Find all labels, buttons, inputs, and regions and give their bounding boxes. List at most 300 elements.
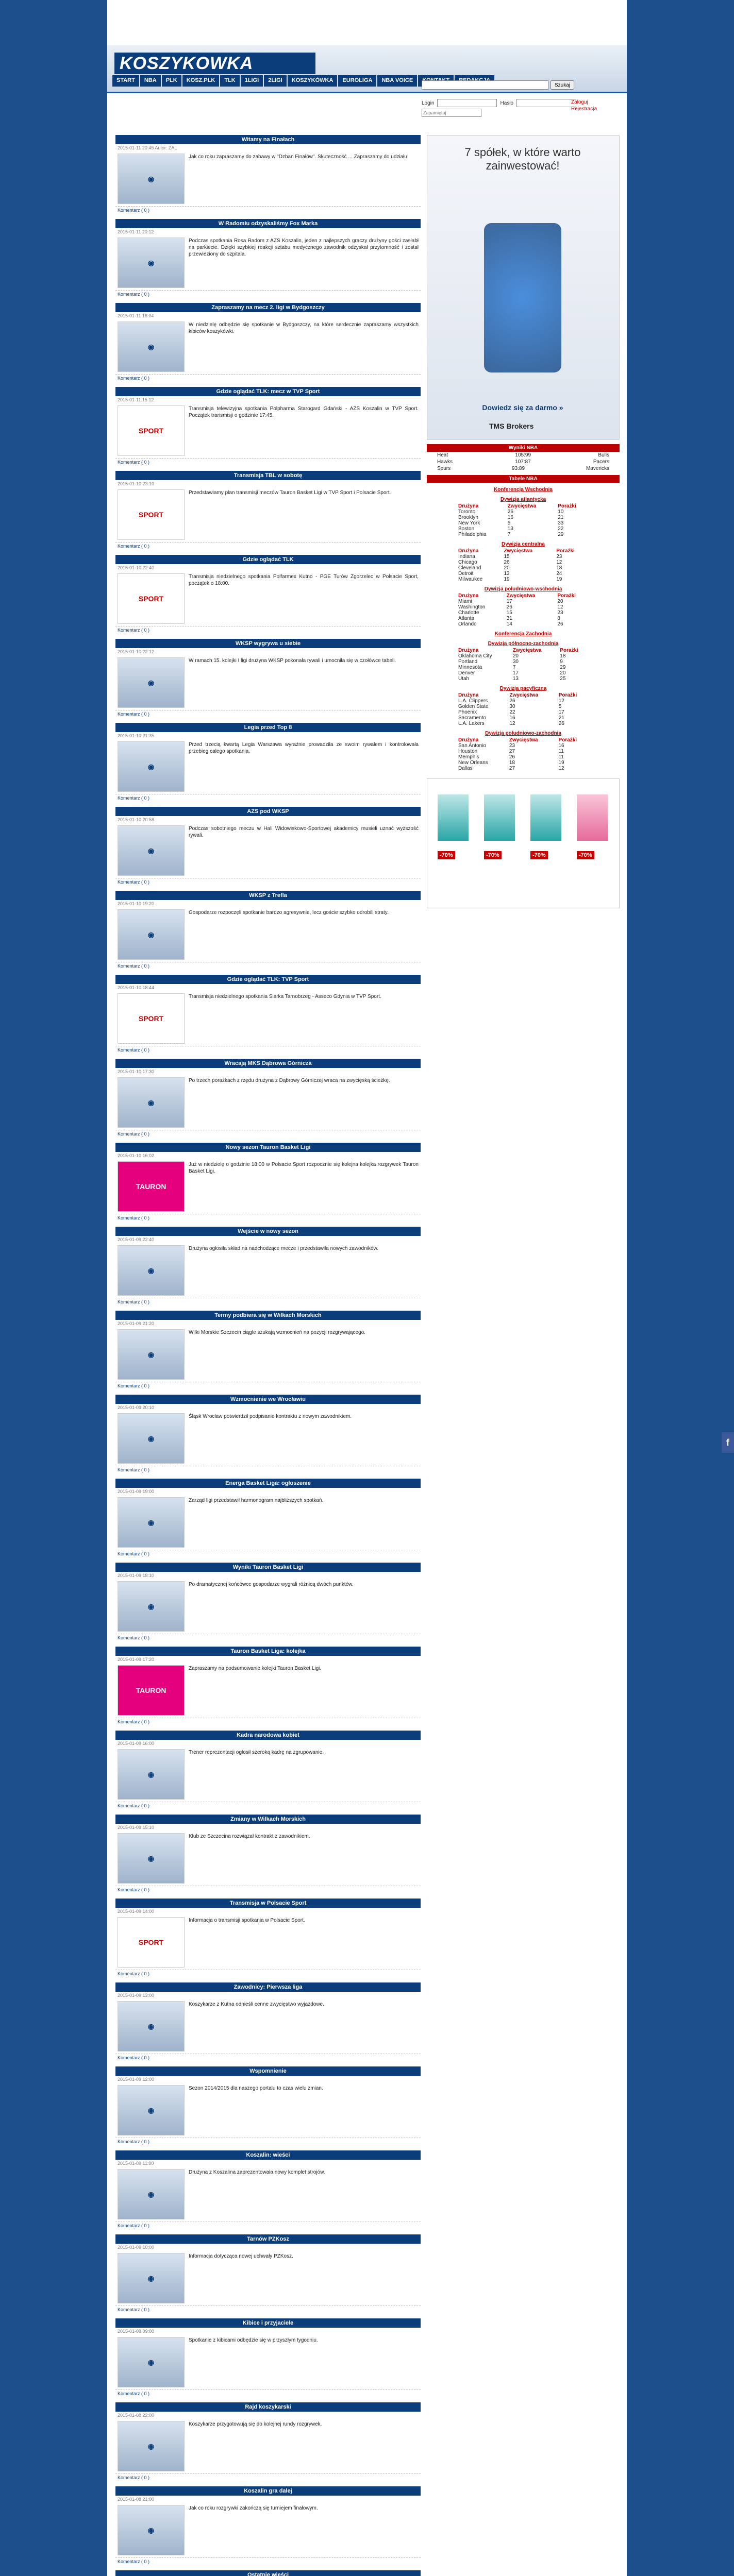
article-thumbnail[interactable] [118, 1329, 185, 1380]
article [115, 2150, 421, 2229]
comments-link[interactable]: Komentarz ( 0 ) [118, 2475, 150, 2480]
table-row [456, 653, 590, 659]
article [115, 1815, 421, 1893]
article-text: Jak co roku zapraszamy do zabawy w "Dzban Finałów". Skuteczność ... Zapraszamy do udziału! [189, 154, 409, 160]
article-title[interactable]: Kibice i przyjaciele [115, 2318, 421, 2328]
table-cell: 17 [558, 709, 564, 715]
table-cell: 8 [557, 616, 560, 621]
table-row [456, 721, 590, 726]
table-cell: 25 [560, 676, 566, 682]
ad-headline: 7 spółek, w które warto zainwestować! [464, 146, 581, 172]
article-thumbnail[interactable] [118, 405, 185, 456]
comments-link[interactable]: Komentarz ( 0 ) [118, 2307, 150, 2312]
article-thumbnail[interactable] [118, 825, 185, 876]
article-thumbnail[interactable] [118, 2169, 185, 2219]
nav-item[interactable]: START [112, 75, 139, 87]
comments-link[interactable]: Komentarz ( 0 ) [118, 1551, 150, 1556]
table-cell: 12 [509, 721, 515, 726]
nav-item[interactable]: TLK [220, 75, 239, 87]
column-header: Porażki [558, 737, 577, 743]
sport-logo-icon: SPORT [138, 511, 164, 519]
ticker-cell: Heat [437, 452, 448, 458]
article-text: Śląsk Wrocław potwierdził podpisanie kontraktu z nowym zawodnikiem. [189, 1414, 352, 1419]
comments-link[interactable]: Komentarz ( 0 ) [118, 1635, 150, 1640]
table-cell: 27 [509, 766, 515, 771]
nav-item[interactable]: KOSZ.PLK [182, 75, 220, 87]
photo-icon: ◉ [147, 2106, 155, 2114]
article-meta: 2015-01-09 14:00 [118, 1909, 155, 1914]
ad-brand: TMS Brokers [489, 422, 534, 430]
comments-link[interactable]: Komentarz ( 0 ) [118, 2559, 150, 2564]
conference-title: Konferencja Zachodnia [494, 631, 552, 637]
article [115, 135, 421, 214]
standings-table [456, 692, 590, 726]
division-title: Dywizja północno-zachodnia [488, 641, 559, 647]
standings-table [456, 648, 590, 682]
login-label: Login [422, 100, 435, 106]
article [115, 1311, 421, 1389]
comments-link[interactable]: Komentarz ( 0 ) [118, 628, 150, 633]
article-thumbnail[interactable] [118, 1245, 185, 1296]
article [115, 2570, 421, 2576]
article-thumbnail[interactable] [118, 993, 185, 1044]
comments-link[interactable]: Komentarz ( 0 ) [118, 1803, 150, 1808]
comments-link[interactable]: Komentarz ( 0 ) [118, 2139, 150, 2144]
table-row [456, 526, 590, 532]
table-cell: 12 [557, 604, 563, 610]
articles-column [115, 135, 421, 2576]
table-cell: 19 [504, 577, 510, 582]
article-meta: 2015-01-09 19:00 [118, 1489, 155, 1494]
article [115, 1647, 421, 1725]
comments-link[interactable]: Komentarz ( 0 ) [118, 711, 150, 717]
table-cell: 21 [558, 515, 564, 520]
table-cell: 24 [556, 571, 562, 577]
article-thumbnail[interactable] [118, 1077, 185, 1128]
article-meta: 2015-01-10 22:40 [118, 565, 155, 570]
photo-icon: ◉ [147, 2274, 155, 2282]
column-header: Drużyna [458, 692, 479, 698]
table-cell: 12 [556, 560, 562, 565]
table-cell: 5 [558, 704, 562, 709]
article-thumbnail[interactable] [118, 489, 185, 540]
article-text: Po trzech porażkach z rzędu drużyna z Dąbrowy Górniczej wraca na zwycięską ścieżkę. [189, 1078, 390, 1083]
nav-item[interactable]: EUROLIGA [338, 75, 376, 87]
column-header: Zwycięstwa [512, 648, 542, 653]
comments-link[interactable]: Komentarz ( 0 ) [118, 544, 150, 549]
article-meta: 2015-01-11 15:12 [118, 397, 154, 402]
table-cell: Oklahoma City [458, 653, 492, 659]
table-cell: 26 [557, 621, 563, 627]
comments-link[interactable]: Komentarz ( 0 ) [118, 1047, 150, 1053]
article-title[interactable]: Gdzie oglądać TLK [115, 555, 421, 564]
article-thumbnail[interactable] [118, 154, 185, 204]
article-text: Spotkanie z kibicami odbędzie się w przyszłym tygodniu. [189, 2337, 318, 2343]
article-text: Informacja o transmisji spotkania w Polsacie Sport. [189, 1918, 305, 1923]
register-link[interactable]: Rejestracja [571, 106, 597, 112]
table-row [456, 670, 590, 676]
table-cell: Philadelphia [458, 532, 487, 537]
comments-link[interactable]: Komentarz ( 0 ) [118, 1467, 150, 1472]
article-meta: 2015-01-11 16:04 [118, 313, 154, 318]
comments-link[interactable]: Komentarz ( 0 ) [118, 208, 150, 213]
article-text: Drużyna ogłosiła skład na nadchodzące mecze i przedstawiła nowych zawodników. [189, 1246, 378, 1251]
ticker-cell: 107:87 [515, 459, 531, 465]
table-cell: New York [458, 520, 480, 526]
article-thumbnail[interactable] [118, 1413, 185, 1464]
photo-icon: ◉ [147, 2358, 155, 2366]
photo-icon: ◉ [147, 2190, 155, 2198]
article-thumbnail[interactable] [118, 1917, 185, 1968]
table-cell: Denver [458, 670, 475, 676]
article-title[interactable]: Nowy sezon Tauron Basket Ligi [115, 1143, 421, 1152]
standings-table [456, 737, 590, 771]
article-title[interactable]: Energa Basket Liga: ogłoszenie [115, 1479, 421, 1488]
comments-link[interactable]: Komentarz ( 0 ) [118, 1299, 150, 1304]
article-title[interactable]: Transmisja TBL w sobotę [115, 471, 421, 480]
article-thumbnail[interactable] [118, 741, 185, 792]
article [115, 639, 421, 718]
article-text: Transmisja niedzielnego spotkania Polfarmex Kutno - PGE Turów Zgorzelec w Polsacie Sport, początek o 18:00. [189, 574, 419, 586]
article-meta: 2015-01-09 10:00 [118, 2245, 155, 2250]
search-input[interactable] [422, 80, 548, 90]
table-row [456, 709, 590, 715]
article [115, 471, 421, 550]
comments-link[interactable]: Komentarz ( 0 ) [118, 795, 150, 801]
article [115, 891, 421, 970]
table-cell: Boston [458, 526, 475, 532]
table-cell: 11 [558, 749, 564, 754]
tauron-logo-icon: TAURON [136, 1182, 166, 1191]
article-text: Drużyna z Koszalina zaprezentowała nowy komplet strojów. [189, 2170, 325, 2175]
comments-link[interactable]: Komentarz ( 0 ) [118, 2223, 150, 2228]
table-cell: 13 [507, 526, 513, 532]
table-cell: Phoenix [458, 709, 477, 715]
ticker-cell: 93:89 [512, 466, 525, 471]
article-meta: 2015-01-09 21:20 [118, 1321, 155, 1326]
article-thumbnail[interactable] [118, 2001, 185, 2052]
ad-graphic [484, 223, 561, 372]
search-bar [422, 80, 574, 90]
table-row [456, 577, 590, 582]
table-cell: 7 [512, 665, 516, 670]
table-cell: L.A. Lakers [458, 721, 485, 726]
article-thumbnail[interactable] [118, 1161, 185, 1212]
sidebar [427, 135, 620, 908]
article-thumbnail[interactable] [118, 1833, 185, 1884]
article-text: Wilki Morskie Szczecin ciągle szukają wzmocnień na pozycji rozgrywającego. [189, 1330, 365, 1335]
table-row [456, 610, 590, 616]
column-header: Zwycięstwa [509, 737, 538, 743]
table-cell: New Orleans [458, 760, 488, 766]
photo-icon: ◉ [147, 1518, 155, 1527]
table-cell: 13 [504, 571, 510, 577]
comments-link[interactable]: Komentarz ( 0 ) [118, 2391, 150, 2396]
article-thumbnail[interactable] [118, 2337, 185, 2387]
article-thumbnail[interactable] [118, 2505, 185, 2555]
search-button[interactable]: Szukaj [550, 80, 574, 90]
password-input[interactable] [516, 99, 576, 107]
article [115, 1563, 421, 1641]
photo-icon: ◉ [147, 342, 155, 351]
article-text: Transmisja niedzielnego spotkania Siarka Tarnobrzeg - Asseco Gdynia w TVP Sport. [189, 994, 381, 999]
article-title[interactable]: Wyniki Tauron Basket Ligi [115, 1563, 421, 1572]
table-cell: Utah [458, 676, 470, 682]
article-title[interactable]: Transmisja w Polsacie Sport [115, 1899, 421, 1908]
table-cell: Minnesota [458, 665, 482, 670]
comments-link[interactable]: Komentarz ( 0 ) [118, 376, 150, 381]
article-title[interactable]: Wzmocnienie we Wrocławiu [115, 1395, 421, 1404]
discount-badge: -70% [577, 851, 594, 859]
nav-item[interactable]: NBA VOICE [377, 75, 417, 87]
article-meta: 2015-01-09 15:10 [118, 1825, 155, 1830]
discount-badge: -70% [484, 851, 502, 859]
article-thumbnail[interactable] [118, 657, 185, 708]
table-cell: 22 [558, 526, 564, 532]
ticker-cell: 105:99 [515, 452, 531, 458]
article-thumbnail[interactable] [118, 1497, 185, 1548]
article-title[interactable]: Gdzie oglądać TLK: mecz w TVP Sport [115, 387, 421, 396]
article-meta: 2015-01-09 20:10 [118, 1405, 155, 1410]
table-cell: Chicago [458, 560, 477, 565]
article-title[interactable]: Termy podbiera się w Wilkach Morskich [115, 1311, 421, 1320]
article [115, 1227, 421, 1306]
article [115, 2318, 421, 2397]
tauron-logo-icon: TAURON [136, 1686, 166, 1694]
article-title[interactable]: Zawodnicy: Pierwsza liga [115, 1982, 421, 1992]
photo-icon: ◉ [147, 678, 155, 687]
product-image [530, 794, 561, 841]
sport-logo-icon: SPORT [138, 1938, 164, 1946]
table-row [456, 604, 590, 610]
table-cell: 29 [560, 665, 566, 670]
table-cell: 18 [509, 760, 515, 766]
ticker-cell: Bulls [598, 452, 609, 458]
comments-link[interactable]: Komentarz ( 0 ) [118, 963, 150, 969]
article-meta: 2015-01-09 16:00 [118, 1741, 155, 1746]
table-cell: 16 [558, 743, 564, 749]
article-text: Informacja dotycząca nowej uchwały PZKosz. [189, 2253, 293, 2259]
nav-item[interactable]: PLK [162, 75, 181, 87]
sport-logo-icon: SPORT [138, 427, 164, 435]
article-title[interactable]: Zapraszamy na mecz 2. ligi w Bydgoszczy [115, 303, 421, 312]
column-header: Drużyna [458, 548, 479, 554]
table-cell: 20 [560, 670, 566, 676]
article-thumbnail[interactable] [118, 238, 185, 288]
comments-link[interactable]: Komentarz ( 0 ) [118, 292, 150, 297]
article-title[interactable]: Tauron Basket Liga: kolejka [115, 1647, 421, 1656]
article-thumbnail[interactable] [118, 1749, 185, 1800]
article-title[interactable]: Legia przed Top 8 [115, 723, 421, 732]
table-row [456, 560, 590, 565]
article-meta: 2015-01-10 20:58 [118, 817, 155, 822]
table-row [456, 616, 590, 621]
table-cell: Golden State [458, 704, 489, 709]
login-link[interactable]: Zaloguj [571, 99, 588, 105]
ad-box[interactable] [427, 135, 620, 440]
comments-link[interactable]: Komentarz ( 0 ) [118, 2055, 150, 2060]
article-thumbnail[interactable] [118, 1665, 185, 1716]
table-row [456, 715, 590, 721]
division-title: Dywizja centralna [502, 541, 545, 547]
column-header: Zwycięstwa [504, 548, 533, 554]
table-cell: Brooklyn [458, 515, 478, 520]
article-thumbnail[interactable] [118, 1581, 185, 1632]
table-row [456, 599, 590, 604]
table-cell: 20 [512, 653, 519, 659]
table-cell: Memphis [458, 754, 479, 760]
ticker-cell: Mavericks [586, 466, 609, 471]
article-meta: 2015-01-10 19:20 [118, 901, 155, 906]
table-cell: 33 [558, 520, 564, 526]
discount-badge: -70% [530, 851, 548, 859]
column-header: Drużyna [458, 737, 479, 743]
comments-link[interactable]: Komentarz ( 0 ) [118, 1971, 150, 1976]
article-title[interactable]: Gdzie oglądać TLK: TVP Sport [115, 975, 421, 984]
article-meta: 2015-01-10 18:44 [118, 985, 155, 990]
article [115, 303, 421, 382]
article-meta: 2015-01-09 09:00 [118, 2329, 155, 2334]
sport-logo-icon: SPORT [138, 595, 164, 603]
comments-link[interactable]: Komentarz ( 0 ) [118, 1887, 150, 1892]
ticker-row [427, 459, 620, 465]
table-row [456, 509, 590, 515]
article-text: Koszykarze przygotowują się do kolejnej rundy rozgrywek. [189, 2421, 322, 2427]
article-thumbnail[interactable] [118, 573, 185, 624]
conference-title: Konferencja Wschodnia [494, 487, 553, 493]
table-row [456, 515, 590, 520]
article-meta: 2015-01-08 21:00 [118, 2497, 155, 2502]
nav-item[interactable]: 2LIGI [264, 75, 287, 87]
table-row [456, 754, 590, 760]
article-title[interactable]: W Radomiu odzyskaliśmy Fox Marka [115, 219, 421, 228]
article-title[interactable]: Koszalin gra dalej [115, 2486, 421, 2496]
article-title[interactable]: AZS pod WKSP [115, 807, 421, 816]
table-cell: Miami [458, 599, 472, 604]
comments-link[interactable]: Komentarz ( 0 ) [118, 1215, 150, 1221]
nav-item[interactable]: 1LIGI [241, 75, 263, 87]
login-form [422, 99, 597, 118]
table-cell: 20 [557, 599, 563, 604]
ad-cta[interactable]: Dowiedz się za darmo » [482, 403, 563, 412]
article [115, 723, 421, 802]
photo-icon: ◉ [147, 258, 155, 267]
article-text: Jak co roku rozgrywki zakończą się turniejem finałowym. [189, 2505, 318, 2511]
article-thumbnail[interactable] [118, 909, 185, 960]
article-text: Po dramatycznej końcówce gospodarze wygrali różnicą dwóch punktów. [189, 1582, 354, 1587]
article-text: Gospodarze rozpoczęli spotkanie bardzo agresywnie, lecz goście szybko odrobili straty. [189, 910, 389, 916]
article [115, 2066, 421, 2145]
table-cell: L.A. Clippers [458, 698, 488, 704]
column-header: Porażki [556, 548, 575, 554]
table-row [456, 766, 590, 771]
article-title[interactable]: Witamy na Finałach [115, 135, 421, 144]
site-logo[interactable]: KOSZYKOWKA [114, 53, 315, 74]
article [115, 2234, 421, 2313]
table-cell: 17 [512, 670, 519, 676]
password-label: Hasło [500, 100, 514, 106]
comments-link[interactable]: Komentarz ( 0 ) [118, 460, 150, 465]
article-title[interactable]: Rajd koszykarski [115, 2402, 421, 2412]
table-cell: 7 [507, 532, 511, 537]
table-cell: Charlotte [458, 610, 479, 616]
table-cell: 16 [507, 515, 513, 520]
comments-link[interactable]: Komentarz ( 0 ) [118, 879, 150, 885]
article-title[interactable]: Wracają MKS Dąbrowa Górnicza [115, 1059, 421, 1068]
photo-icon: ◉ [147, 2442, 155, 2450]
photo-icon: ◉ [147, 846, 155, 855]
product-ad[interactable] [427, 778, 620, 908]
table-row [456, 760, 590, 766]
table-cell: 23 [557, 610, 563, 616]
login-input[interactable] [437, 99, 497, 107]
article-text: Przedstawiamy plan transmisji meczów Tauron Basket Ligi w TVP Sport i Polsacie Sport. [189, 490, 391, 496]
division-title: Dywizja południowo-zachodnia [485, 731, 561, 736]
table-cell: 15 [506, 610, 512, 616]
article-text: W niedzielę odbędzie się spotkanie w Bydgoszczy, na które serdecznie zapraszamy wszystkich kibiców koszykówki. [189, 322, 419, 334]
discount-badge: -70% [438, 851, 455, 859]
article-text: Sezon 2014/2015 dla naszego portalu to czas wielu zmian. [189, 2086, 323, 2091]
table-row [456, 565, 590, 571]
photo-icon: ◉ [147, 2526, 155, 2534]
table-row [456, 571, 590, 577]
article-title[interactable]: Wejście w nowy sezon [115, 1227, 421, 1236]
article [115, 1143, 421, 1222]
nav-item[interactable]: NBA [140, 75, 161, 87]
table-row [456, 676, 590, 682]
article-title[interactable]: WKSP z Trefla [115, 891, 421, 900]
table-cell: Portland [458, 659, 478, 665]
article-title[interactable]: Koszalin: wieści [115, 2150, 421, 2160]
comments-link[interactable]: Komentarz ( 0 ) [118, 1131, 150, 1137]
article-text: Podczas spotkania Rosa Radom z AZS Koszalin, jeden z najlepszych graczy drużyny gości zasłabł na parkiecie. Dzięki szybkiej reakcji sztabu medycznego zawodnik odzyskał przytomność i został przewieziony do szpitala. [189, 238, 419, 257]
article-thumbnail[interactable] [118, 2421, 185, 2471]
table-cell: Toronto [458, 509, 476, 515]
article-text: Trener reprezentacji ogłosił szeroką kadrę na zgrupowanie. [189, 1750, 324, 1755]
remember-field[interactable] [422, 109, 481, 117]
table-cell: 22 [509, 709, 515, 715]
article-title[interactable]: Kadra narodowa kobiet [115, 1731, 421, 1740]
photo-icon: ◉ [147, 1350, 155, 1359]
product-image [577, 794, 608, 841]
comments-link[interactable]: Komentarz ( 0 ) [118, 1719, 150, 1724]
article-meta: 2015-01-09 12:00 [118, 2077, 155, 2082]
article-thumbnail[interactable] [118, 2085, 185, 2136]
table-cell: 19 [556, 577, 562, 582]
article-title[interactable]: Ostatnie wieści [115, 2570, 421, 2576]
article-text: Zapraszamy na podsumowanie kolejki Tauron Basket Ligi. [189, 1666, 322, 1671]
table-cell: 14 [506, 621, 512, 627]
article [115, 975, 421, 1054]
article-text: W ramach 15. kolejki I ligi drużyna WKSP pokonała rywali i umocniła się w czołówce tabeli. [189, 658, 396, 664]
article-title[interactable]: Tarnów PZKosz [115, 2234, 421, 2244]
table-cell: Detroit [458, 571, 474, 577]
standings-table [456, 503, 590, 537]
article-title[interactable]: Wspomnienie [115, 2066, 421, 2076]
table-cell: 23 [509, 743, 515, 749]
article-title[interactable]: Zmiany w Wilkach Morskich [115, 1815, 421, 1824]
photo-icon: ◉ [147, 1098, 155, 1107]
comments-link[interactable]: Komentarz ( 0 ) [118, 1383, 150, 1388]
table-cell: 30 [512, 659, 519, 665]
table-cell: Orlando [458, 621, 477, 627]
article-title[interactable]: WKSP wygrywa u siebie [115, 639, 421, 648]
facebook-icon[interactable]: f [722, 1432, 734, 1453]
article-thumbnail[interactable] [118, 321, 185, 372]
article-thumbnail[interactable] [118, 2253, 185, 2303]
nav-item[interactable]: KOSZYKÓWKA [288, 75, 338, 87]
column-header: Porażki [560, 648, 578, 653]
